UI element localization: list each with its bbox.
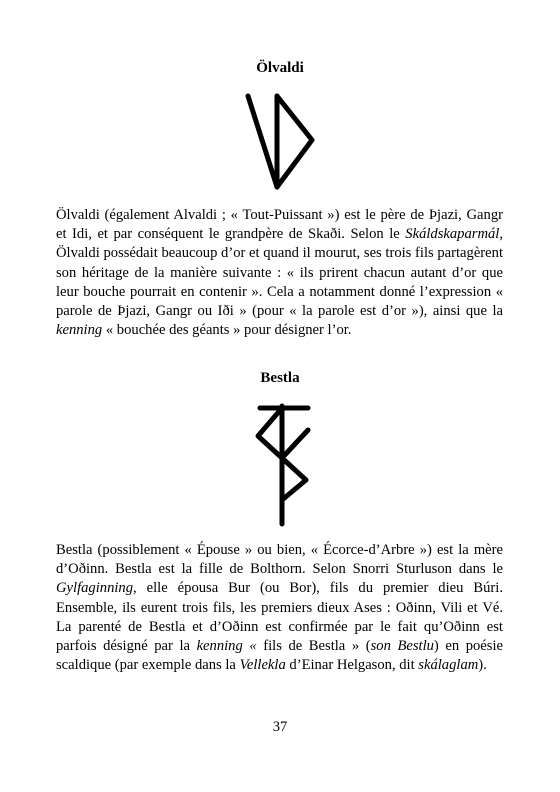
italic-text-run: Skáldskaparmál xyxy=(405,226,500,243)
text-run: « bouchée des géants » pour désigner l’or. xyxy=(102,322,352,339)
page-number: 37 xyxy=(272,719,288,735)
text-run: ) en poésie scaldique (par exemple dans la xyxy=(56,638,503,674)
text-run: , Ölvaldi possédait beaucoup d’or et quand il mourut, ses trois fils partagèrent son héritage de la manière suivante : « ils prirent chacun autant d’or que leur bouche pourrait en contenir ». Cela a notamment donné l’expression « parole de Þjazi, Gangr ou Iði » (pour « la parole est d’or »), ainsi que la xyxy=(56,226,503,320)
text-run: ). xyxy=(478,657,487,674)
italic-text-run: son Bestlu xyxy=(370,638,434,655)
text-run: Ölvaldi (également Alvaldi ; « Tout-Puissant ») est le père de Þjazi, Gangr et Idi, et par conséquent le grandpère de Skaði. Selon le xyxy=(56,207,503,243)
section-title-olvaldi: Ölvaldi xyxy=(256,60,304,76)
italic-text-run: Gylfaginning xyxy=(56,580,134,597)
italic-text-run: skálaglam xyxy=(418,657,479,674)
text-run: fils de Bestla » ( xyxy=(256,638,371,655)
bindrune-olvaldi-icon xyxy=(236,90,320,194)
italic-text-run: Vellekla xyxy=(239,657,286,674)
text-run: , elle épousa Bur (ou Bor), fils du premier dieu Búri. Ensemble, ils eurent trois fils, les premiers dieux Ases : Oðinn, Vili et Vé. La parenté de Bestla et d’Oðinn est confirmée par le fait qu’Oðinn est parfois désigné par la xyxy=(56,580,503,655)
text-run: d’Einar Helgason, dit xyxy=(285,657,419,674)
text-run: Bestla (possiblement « Épouse » ou bien, « Écorce-d’Arbre ») est la mère d’Oðinn. Bestla est la fille de Bolthorn. Selon Snorri Sturluson dans le xyxy=(56,542,503,578)
section-title-bestla: Bestla xyxy=(260,370,300,386)
bindrune-bestla-icon xyxy=(244,400,320,530)
italic-text-run: kenning « xyxy=(196,638,257,655)
italic-text-run: kenning xyxy=(56,322,103,339)
paragraph-olvaldi xyxy=(56,206,503,340)
paragraph-bestla xyxy=(56,541,503,675)
